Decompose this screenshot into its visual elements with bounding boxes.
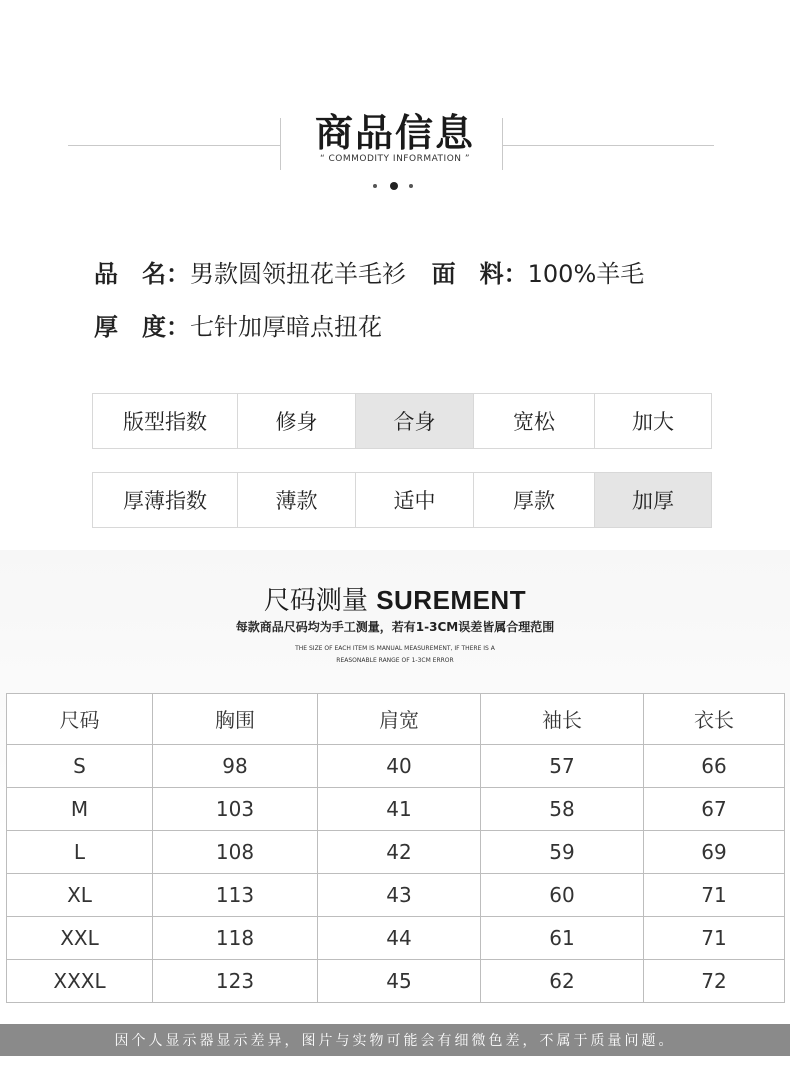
thickness-option: 薄款 [237,473,355,527]
table-cell: 41 [318,787,481,830]
table-cell: 71 [644,916,785,959]
header-size: 尺码 [7,694,153,745]
table-row [7,959,785,1002]
size-note-en-line1: THE SIZE OF EACH ITEM IS MANUAL MEASUREMENT, IF THERE IS A [295,645,495,652]
size-title-en: SUREMENT [376,585,527,615]
fit-option: 加大 [594,394,711,448]
name-label: 品 名： [94,260,190,288]
table-cell: 45 [318,959,481,1002]
table-cell: 67 [644,787,785,830]
thickness-value: 七针加厚暗点扭花 [190,313,382,341]
size-section-title [200,580,590,617]
table-row [7,873,785,916]
size-note-en-line2: REASONABLE RANGE OF 1-3CM ERROR [336,657,454,664]
thickness-option: 适中 [355,473,473,527]
table-cell: 103 [153,787,318,830]
fit-index-table [92,393,712,449]
header-left-line [68,145,280,146]
material-label: 面 料： [431,260,528,288]
table-row [7,744,785,787]
table-cell: 62 [481,959,644,1002]
header-chest: 胸围 [153,694,318,745]
table-cell: S [7,744,153,787]
table-cell: 42 [318,830,481,873]
table-cell: 98 [153,744,318,787]
table-cell: 123 [153,959,318,1002]
fit-option-selected: 合身 [355,394,473,448]
name-value: 男款圆领扭花羊毛衫 [190,260,406,288]
table-cell: XL [7,873,153,916]
thickness-index-label: 厚薄指数 [123,489,207,513]
table-cell: 57 [481,744,644,787]
header-dot [409,184,413,188]
info-row-2 [94,307,382,342]
fit-index-label: 版型指数 [123,410,207,434]
disclaimer-footer: 因个人显示器显示差异，图片与实物可能会有细微色差，不属于质量问题。 [0,1024,790,1056]
size-note-en [270,643,520,667]
table-cell: 58 [481,787,644,830]
header-sleeve: 袖长 [481,694,644,745]
table-cell: 40 [318,744,481,787]
fit-option: 修身 [237,394,355,448]
size-table [6,693,785,1003]
table-row [7,916,785,959]
header-length: 衣长 [644,694,785,745]
thickness-index-table [92,472,712,528]
table-cell: 44 [318,916,481,959]
table-row [7,787,785,830]
thickness-option-selected: 加厚 [594,473,711,527]
table-cell: 71 [644,873,785,916]
thickness-option: 厚款 [473,473,594,527]
info-row-1 [94,254,644,289]
fit-option: 宽松 [473,394,594,448]
header-dot [373,184,377,188]
table-cell: 69 [644,830,785,873]
table-cell: 113 [153,873,318,916]
table-cell: 59 [481,830,644,873]
table-cell: 43 [318,873,481,916]
size-table-header-row [7,694,785,745]
size-title-cn: 尺码测量 [263,586,368,616]
table-cell: XXXL [7,959,153,1002]
table-cell: 118 [153,916,318,959]
header-left-bar [280,118,281,170]
table-cell: 72 [644,959,785,1002]
table-cell: M [7,787,153,830]
header-right-bar [502,118,503,170]
page-subtitle: “ COMMODITY INFORMATION ” [319,154,471,164]
table-cell: 66 [644,744,785,787]
table-cell: XXL [7,916,153,959]
size-note: 每款商品尺码均为手工测量，若有1-3CM误差皆属合理范围 [235,620,555,634]
header-right-line [502,145,714,146]
header-shoulder: 肩宽 [318,694,481,745]
thickness-label: 厚 度： [94,313,190,341]
table-cell: 60 [481,873,644,916]
table-cell: 108 [153,830,318,873]
table-cell: L [7,830,153,873]
material-value: 100%羊毛 [527,260,645,288]
table-cell: 61 [481,916,644,959]
page-title: 商品信息 [314,111,475,155]
header-dot-active [390,182,398,190]
table-row [7,830,785,873]
